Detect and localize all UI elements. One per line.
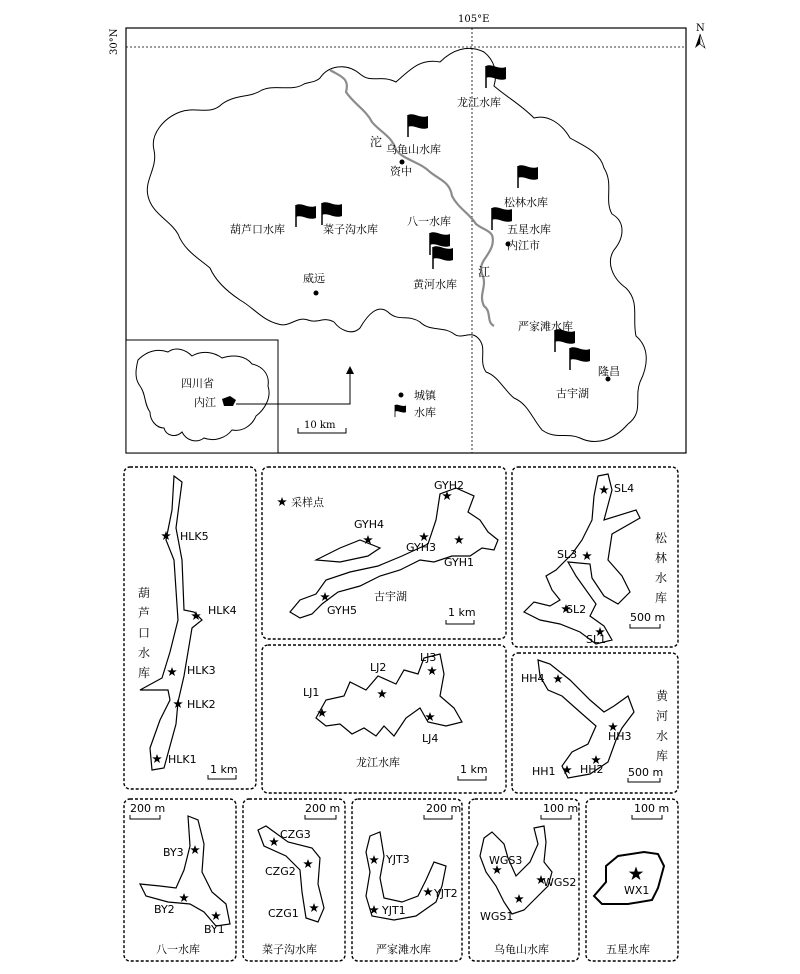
- yjt-scale-bar: [424, 815, 452, 819]
- label-huhulukou: 葫芦口水库: [230, 223, 285, 236]
- wuxing-title: 五星水库: [606, 943, 650, 956]
- inset-arrow-icon: [346, 366, 354, 374]
- huhulukou-outline: [140, 476, 202, 770]
- site-sl3-label: SL3: [557, 548, 578, 561]
- site-lj3-label: LJ3: [420, 651, 437, 664]
- panel-huhulukou: [124, 467, 256, 789]
- site-hh1-label: HH1: [532, 765, 556, 778]
- latitude-label: 30°N: [109, 28, 120, 55]
- hh-title-2: 河: [656, 709, 669, 723]
- site-czg3-label: CZG3: [280, 828, 311, 841]
- site-gyh3-label: GYH3: [406, 541, 436, 554]
- site-yjt1-label: YJT1: [382, 904, 406, 917]
- hlk-title-4: 水: [138, 646, 151, 660]
- label-neijiang-city: 内江市: [507, 239, 540, 252]
- site-hlk2-label: HLK2: [187, 698, 216, 711]
- site-lj1-label: LJ1: [303, 686, 320, 699]
- gyh-scale-label: 1 km: [448, 606, 476, 619]
- sl-title-1: 松: [655, 531, 668, 545]
- wx-scale-label: 100 m: [634, 802, 670, 815]
- label-longjiang: 龙江水库: [457, 96, 501, 109]
- hlk-title-1: 葫: [138, 586, 151, 600]
- label-huanghe: 黄河水库: [413, 278, 457, 291]
- label-bayi: 八一水库: [407, 215, 451, 228]
- panel-bayi: [124, 799, 236, 961]
- site-hh2-label: HH2: [580, 763, 604, 776]
- wgs-scale-bar: [541, 815, 571, 819]
- site-gyh5-label: GYH5: [327, 604, 357, 617]
- panel-wuxing: [586, 799, 678, 961]
- town-dot-zizhong: [400, 160, 405, 165]
- flag-longjiang-icon: [486, 65, 506, 88]
- flag-songlin-icon: [518, 165, 538, 188]
- wuguishan-title: 乌龟山水库: [494, 943, 549, 956]
- site-gyh3-icon: [419, 532, 429, 541]
- site-lj2-label: LJ2: [370, 661, 387, 674]
- huanghe-outline: [538, 660, 634, 778]
- river-char-2: 江: [478, 265, 491, 279]
- hlk-scale-label: 1 km: [210, 763, 238, 776]
- legend-town-icon: [399, 393, 404, 398]
- longitude-label: 105°E: [458, 14, 490, 25]
- site-wgs2-label: WGS2: [543, 876, 577, 889]
- main-scale-label: 10 km: [304, 420, 336, 431]
- panel-huanghe: [512, 653, 678, 793]
- lj-scale-label: 1 km: [460, 763, 488, 776]
- sl-title-4: 库: [655, 591, 668, 605]
- north-label: N: [696, 23, 705, 34]
- wx-scale-bar: [632, 815, 662, 819]
- label-yanjiatan: 严家滩水库: [518, 320, 573, 333]
- legend-town-label: 城镇: [414, 389, 436, 402]
- hh-title-1: 黄: [656, 689, 669, 703]
- legend-sample-label: 采样点: [291, 496, 324, 509]
- flag-guyuhu-icon: [570, 347, 590, 370]
- site-czg2-label: CZG2: [265, 865, 296, 878]
- panel-wuguishan: [469, 799, 579, 961]
- panel-guyuhu: [262, 467, 506, 639]
- site-wgs3-label: WGS3: [489, 854, 523, 867]
- panel-yanjiatan: [352, 799, 462, 961]
- town-dot-weiyuan: [314, 291, 319, 296]
- caizigou-title: 菜子沟水库: [262, 943, 317, 956]
- hlk-title-5: 库: [138, 666, 151, 680]
- site-by2-label: BY2: [154, 903, 175, 916]
- site-wgs1-label: WGS1: [480, 910, 514, 923]
- by-scale-label: 200 m: [130, 802, 166, 815]
- longjiang-title: 龙江水库: [356, 756, 400, 769]
- hlk-title-3: 口: [138, 626, 151, 640]
- label-caizigou: 菜子沟水库: [323, 223, 378, 236]
- site-hlk3-label: HLK3: [187, 664, 216, 677]
- site-sl2-label: SL2: [566, 603, 587, 616]
- hlk-title-2: 芦: [138, 606, 151, 620]
- yanjiatan-title: 严家滩水库: [376, 943, 431, 956]
- site-hh3-label: HH3: [608, 730, 632, 743]
- site-czg1-label: CZG1: [268, 907, 299, 920]
- river-char-1: 沱: [370, 135, 383, 149]
- legend-sample-icon: [277, 497, 287, 506]
- longjiang-outline: [316, 654, 462, 736]
- label-weiyuan: 威远: [303, 272, 325, 285]
- songlin-outline: [524, 474, 640, 644]
- site-wx1-label: WX1: [624, 884, 650, 897]
- site-hlk4-label: HLK4: [208, 604, 237, 617]
- czg-scale-label: 200 m: [305, 802, 341, 815]
- inset-province-label: 四川省: [181, 377, 214, 390]
- site-lj4-label: LJ4: [422, 732, 439, 745]
- site-gyh2-label: GYH2: [434, 479, 464, 492]
- site-gyh1-label: GYH1: [444, 556, 474, 569]
- north-arrow-icon: [695, 34, 705, 48]
- gyh-scale-bar: [446, 620, 474, 624]
- label-zizhong: 资中: [390, 165, 412, 178]
- by-scale-bar: [130, 815, 160, 819]
- hh-scale-label: 500 m: [628, 766, 664, 779]
- lj-scale-bar: [458, 776, 486, 780]
- label-longchang: 隆昌: [598, 365, 620, 378]
- label-guyuhu: 古宇湖: [556, 387, 589, 400]
- site-yjt3-label: YJT3: [386, 853, 410, 866]
- sl-title-3: 水: [655, 571, 668, 585]
- inset-region-label: 内江: [194, 396, 216, 409]
- hh-title-4: 库: [656, 749, 669, 763]
- label-wuguishan: 乌龟山水库: [386, 143, 441, 156]
- site-by3-label: BY3: [163, 846, 184, 859]
- panel-songlin: [512, 467, 678, 647]
- legend-reservoir-icon: [395, 405, 406, 418]
- panel-caizigou: [243, 799, 345, 961]
- hh-title-3: 水: [656, 729, 669, 743]
- label-wuxing: 五星水库: [507, 223, 551, 236]
- site-hh4-label: HH4: [521, 672, 545, 685]
- yanjiatan-outline: [366, 832, 446, 920]
- yjt-scale-label: 200 m: [426, 802, 462, 815]
- sl-scale-label: 500 m: [630, 611, 666, 624]
- site-gyh4-label: GYH4: [354, 518, 384, 531]
- bayi-title: 八一水库: [156, 943, 200, 956]
- flag-caizigou-icon: [322, 202, 342, 225]
- wgs-scale-label: 100 m: [543, 802, 579, 815]
- panel-longjiang: [262, 645, 506, 793]
- flag-huhulukou-icon: [296, 204, 316, 227]
- site-sl1-label: SL1: [586, 633, 607, 646]
- flag-wuguishan-icon: [408, 114, 428, 137]
- czg-scale-bar: [305, 815, 336, 819]
- sl-title-2: 林: [655, 551, 668, 565]
- label-songlin: 松林水库: [504, 196, 548, 209]
- site-sl4-label: SL4: [614, 482, 635, 495]
- site-by1-label: BY1: [204, 923, 225, 936]
- wuguishan-outline: [480, 826, 552, 914]
- site-yjt2-label: YJT2: [434, 887, 458, 900]
- guyuhu-title: 古宇湖: [374, 590, 407, 603]
- legend-reservoir-label: 水库: [414, 406, 436, 419]
- flag-huanghe-icon: [433, 246, 453, 269]
- sl-scale-bar: [630, 624, 660, 628]
- site-hlk1-label: HLK1: [168, 753, 197, 766]
- main-map: [109, 14, 705, 453]
- site-hlk5-label: HLK5: [180, 530, 209, 543]
